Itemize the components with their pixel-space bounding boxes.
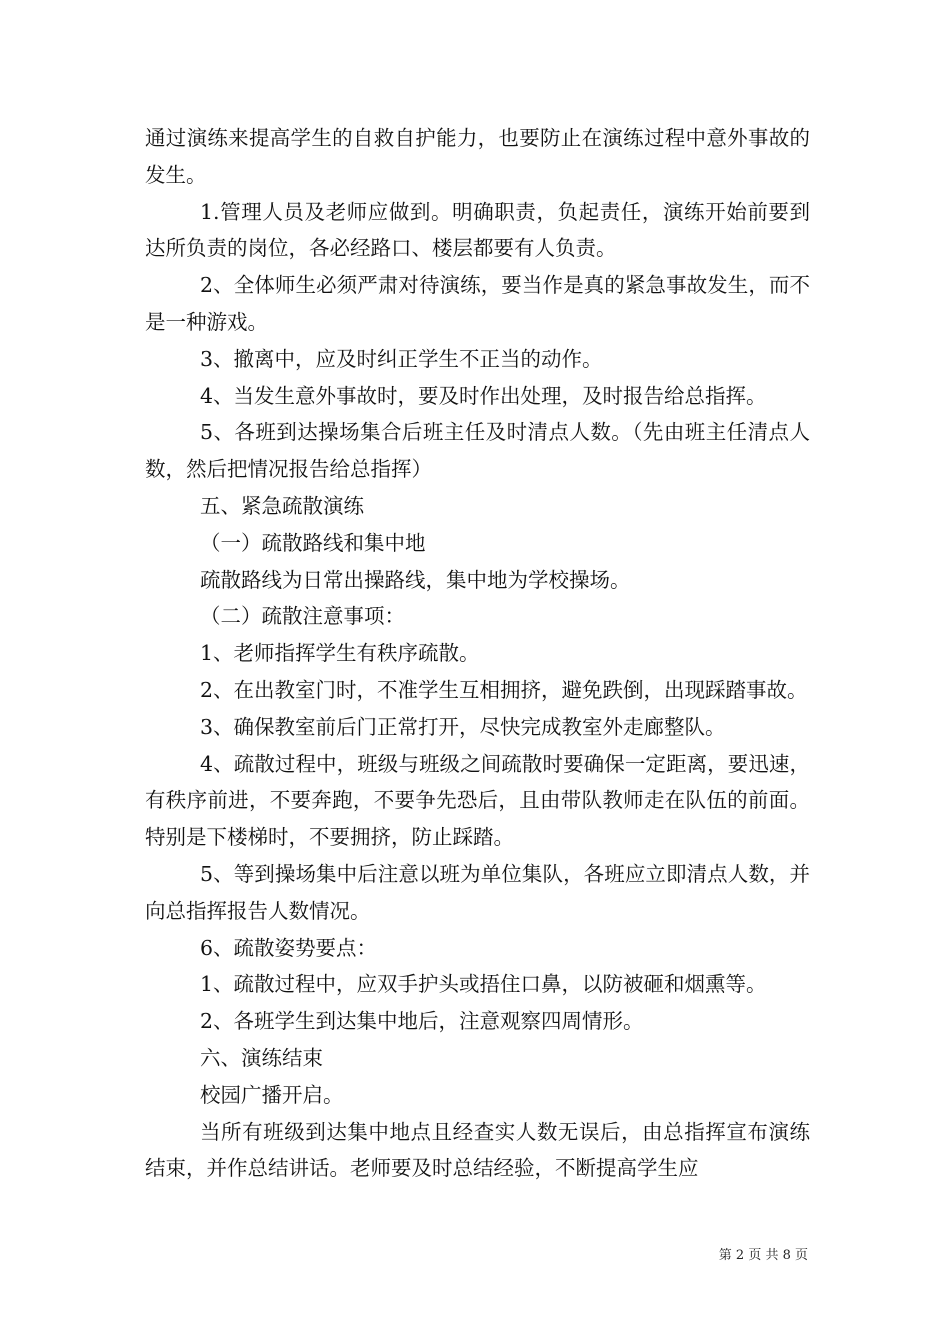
paragraph: 5、各班到达操场集合后班主任及时清点人数。（先由班主任清点人数，然后把情况报告给总指挥） — [145, 420, 810, 482]
paragraph: 3、确保教室前后门正常打开，尽快完成教室外走廊整队。 — [200, 714, 726, 739]
paragraph: 3、撤离中，应及时纠正学生不正当的动作。 — [200, 346, 603, 371]
paragraph: 5、等到操场集中后注意以班为单位集队，各班应立即清点人数，并向总指挥报告人数情况。 — [145, 861, 810, 923]
paragraph: 六、演练结束 — [200, 1045, 323, 1070]
paragraph: 4、当发生意外事故时，要及时作出处理，及时报告给总指挥。 — [200, 383, 767, 408]
paragraph: 2、各班学生到达集中地后，注意观察四周情形。 — [200, 1009, 644, 1034]
paragraph: 疏散路线为日常出操路线，集中地为学校操场。 — [200, 567, 631, 592]
paragraph: 当所有班级到达集中地点且经查实人数无误后，由总指挥宣布演练结束，并作总结讲话。老师要及时总结经验，不断提高学生应 — [145, 1119, 810, 1181]
paragraph: 五、紧急疏散演练 — [200, 493, 364, 518]
paragraph: 校园广播开启。 — [200, 1082, 344, 1107]
document-body — [145, 120, 810, 1187]
paragraph: 1.管理人员及老师应做到。明确职责，负起责任，演练开始前要到达所负责的岗位，各必经路口、楼层都要有人负责。 — [145, 199, 810, 261]
paragraph: 6、疏散姿势要点： — [200, 935, 378, 960]
page-number: 第 2 页 共 8 页 — [718, 1248, 808, 1263]
paragraph: 通过演练来提高学生的自救自护能力，也要防止在演练过程中意外事故的发生。 — [145, 126, 810, 187]
paragraph: 4、疏散过程中，班级与班级之间疏散时要确保一定距离，要迅速，有秩序前进，不要奔跑，不要争先恐后，且由带队教师走在队伍的前面。特别是下楼梯时，不要拥挤，防止踩踏。 — [145, 751, 810, 850]
paragraph: 2、在出教室门时，不准学生互相拥挤，避免跌倒，出现踩踏事故。 — [200, 677, 808, 702]
paragraph: 1、老师指挥学生有秩序疏散。 — [200, 641, 480, 666]
paragraph: （一）疏散路线和集中地 — [200, 530, 426, 555]
paragraph: 1、疏散过程中，应双手护头或捂住口鼻，以防被砸和烟熏等。 — [200, 972, 767, 997]
paragraph: （二）疏散注意事项： — [200, 604, 405, 629]
paragraph: 2、全体师生必须严肃对待演练，要当作是真的紧急事故发生，而不是一种游戏。 — [145, 273, 810, 334]
